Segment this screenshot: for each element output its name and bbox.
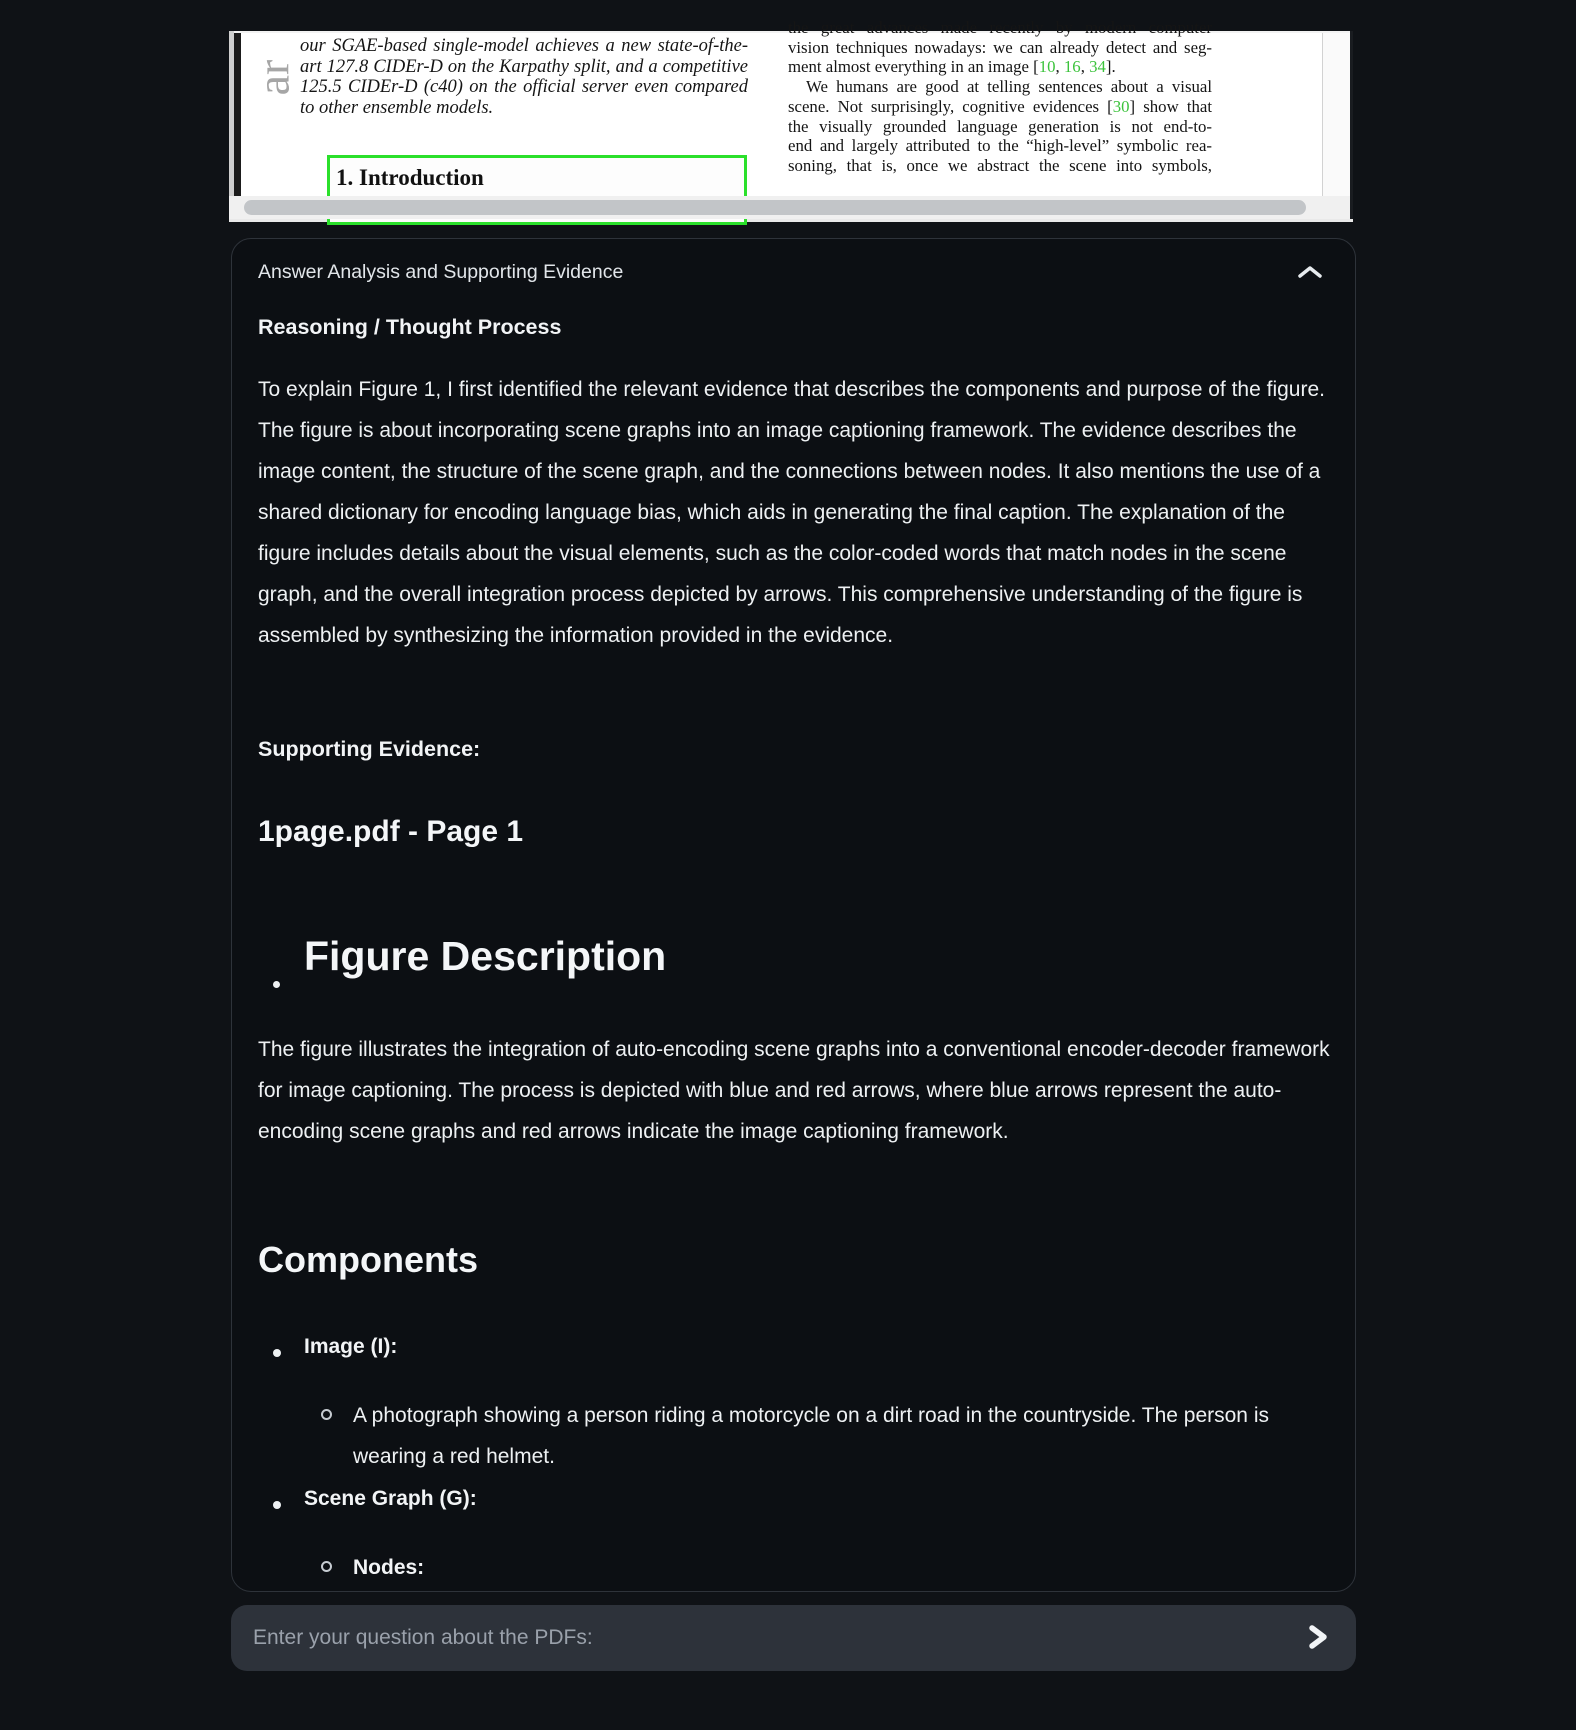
pdf-text-line: the great advances made recently by modern computer — [788, 18, 1212, 37]
arxiv-watermark: ar — [247, 59, 299, 96]
pdf-viewer[interactable] — [229, 18, 1353, 222]
components-heading: Components — [258, 1239, 478, 1280]
bullet-dot — [273, 981, 280, 988]
pdf-text-line: 125.5 CIDEr-D (c40) on the official server even compared — [300, 77, 748, 98]
pdf-text-line: scene. Not surprisingly, cognitive evidences [30] show that — [788, 96, 1212, 116]
horizontal-scrollbar-track[interactable] — [229, 196, 1350, 219]
pdf-page-gutter — [1322, 33, 1350, 196]
list-item-image-label: Image (I): — [304, 1335, 398, 1358]
list-item-image-description: A photograph showing a person riding a motorcycle on a dirt road in the countryside. The person is wearing a red helmet. — [353, 1404, 1269, 1468]
send-button[interactable] — [1302, 1620, 1334, 1657]
pdf-text-line: art 127.8 CIDEr-D on the Karpathy split, and a competitive — [300, 56, 748, 77]
list-item-scene-graph-label: Scene Graph (G): — [304, 1487, 477, 1510]
horizontal-scrollbar-thumb[interactable] — [244, 200, 1306, 215]
sub-bullet-ring — [321, 1561, 332, 1572]
pdf-text-line: We humans are good at telling sentences about a visual — [806, 77, 1212, 97]
pdf-right-column — [788, 18, 1212, 176]
pdf-page — [241, 18, 1322, 196]
question-input-bar — [231, 1605, 1356, 1671]
pdf-text-line: ment almost everything in an image [10, 16, 34]. — [788, 57, 1116, 77]
supporting-evidence-label: Supporting Evidence: — [258, 737, 481, 761]
reasoning-paragraph: To explain Figure 1, I first identified the relevant evidence that describes the components and purpose of the figure. The figure is about incorporating scene graphs into an image captioning framework. The evidence describes the image content, the structure of the scene graph, and the connections between nodes. It also mentions the use of a shared dictionary for encoding language bias, which aids in generating the final caption. The explanation of the figure includes details about the visual elements, such as the color-coded words that match nodes in the scene graph, and the overall integration process depicted by arrows. This comprehensive understanding of the figure is assembled by synthesizing the information provided in the evidence. — [258, 378, 1325, 647]
question-input[interactable] — [253, 1626, 1302, 1650]
pdf-canvas-edge — [234, 33, 241, 196]
list-item-nodes-label: Nodes: — [353, 1556, 425, 1579]
pdf-left-column — [300, 36, 748, 118]
pdf-text-line: end and largely attributed to the “high-level” symbolic rea- — [788, 136, 1212, 156]
pdf-text-line: to other ensemble models. — [300, 97, 494, 118]
pdf-text-line: our SGAE-based single-model achieves a new state-of-the- — [300, 36, 748, 56]
answer-analysis-panel — [231, 238, 1356, 1592]
panel-title: Answer Analysis and Supporting Evidence — [258, 261, 624, 283]
pdf-section-heading: 1. Introduction — [336, 165, 484, 190]
figure-description-paragraph: The figure illustrates the integration of auto-encoding scene graphs into a conventional encoder-decoder framework for image captioning. The process is depicted with blue and red arrows, where blue arrows represent the auto-encoding scene graphs and red arrows indicate the image captioning framework. — [258, 1038, 1330, 1143]
pdf-text-line: the visually grounded language generation is not end-to- — [788, 116, 1212, 136]
pdf-text-line: soning, that is, once we abstract the scene into symbols, — [788, 155, 1212, 175]
bullet-dot — [273, 1349, 281, 1357]
send-arrow-icon — [1306, 1624, 1330, 1653]
collapse-panel-button[interactable] — [1293, 261, 1327, 285]
reasoning-heading: Reasoning / Thought Process — [258, 315, 562, 339]
pdf-viewer-right-border — [1350, 31, 1353, 219]
source-document-heading: 1page.pdf - Page 1 — [258, 815, 524, 848]
pdf-text-line: vision techniques nowadays: we can already detect and seg- — [788, 37, 1212, 57]
sub-bullet-ring — [321, 1409, 332, 1420]
chevron-up-icon — [1297, 265, 1323, 282]
bullet-dot — [273, 1501, 281, 1509]
figure-description-heading: Figure Description — [304, 933, 667, 979]
